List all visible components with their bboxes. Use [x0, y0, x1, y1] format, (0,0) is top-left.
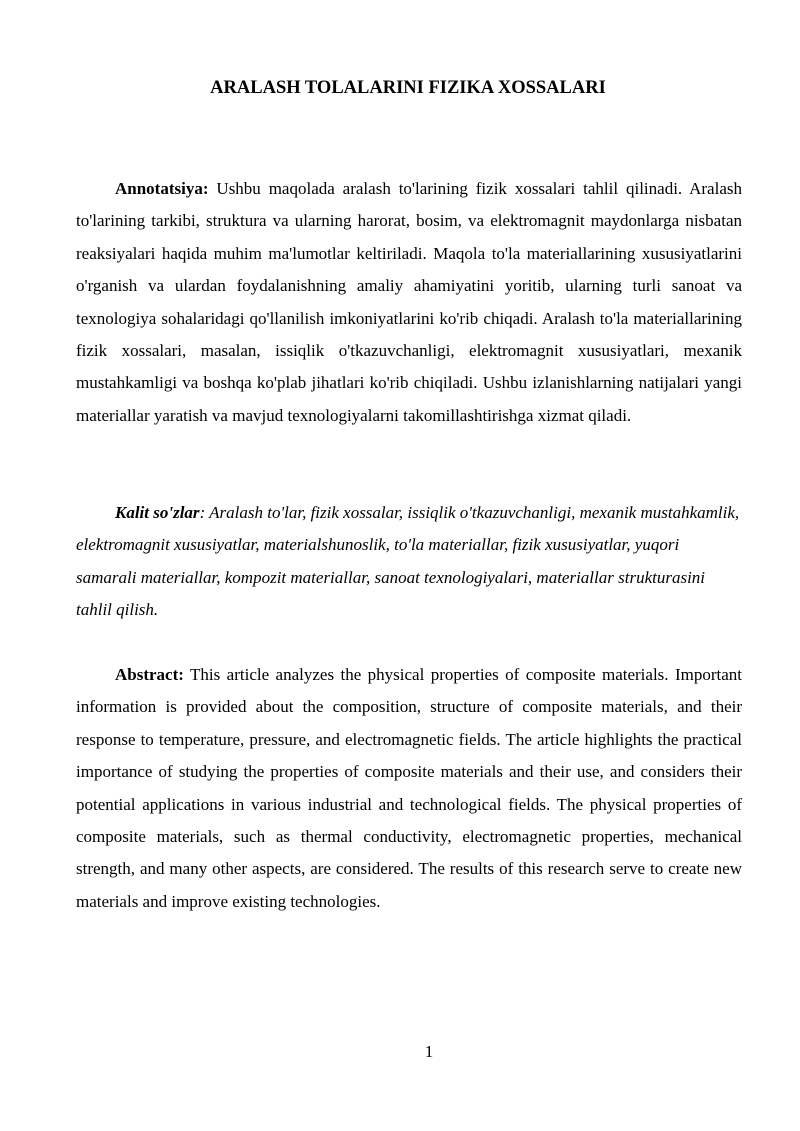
keywords-label: Kalit so'zlar — [115, 503, 200, 522]
annotation-label: Annotatsiya: — [115, 179, 209, 198]
abstract-label: Abstract: — [115, 665, 184, 684]
keywords-text: : Aralash to'lar, fizik xossalar, issiqlik o'tkazuvchanligi, mexanik mustahkamlik, elektromagnit xususiyatlar, materialshunoslik, to'la materiallar, fizik xususiyatlar, yuqori samarali materiallar, kompozit materiallar, sanoat texnologiyalari, materiallar strukturasini tahlil qilish. — [76, 503, 740, 620]
abstract-text: This article analyzes the physical properties of composite materials. Important information is provided about the composition, structure of composite materials, and their response to temperature, pressure, and electromagnetic fields. The article highlights the practical importance of studying the properties of composite materials and their use, and considers their potential applications in various industrial and technological fields. The physical properties of composite materials, such as thermal conductivity, electromagnetic properties, mechanical strength, and many other aspects, are considered. The results of this research serve to create new materials and improve existing technologies. — [76, 665, 742, 911]
page-title: ARALASH TOLALARINI FIZIKA XOSSALARI — [210, 78, 606, 98]
page-number: 1 — [424, 1042, 434, 1061]
keywords-paragraph — [76, 497, 742, 627]
abstract-paragraph — [76, 659, 742, 918]
annotation-text: Ushbu maqolada aralash to'larining fizik xossalari tahlil qilinadi. Aralash to'larining tarkibi, struktura va ularning harorat, bosim, va elektromagnit maydonlarga nisbatan reaksiyalari haqida muhim ma'lumotlar keltiriladi. Maqola to'la materiallarining xususiyatlarini o'rganish va ulardan foydalanishning amaliy ahamiyatini yoritib, ularning turli sanoat va texnologiya sohalaridagi qo'llanilish imkoniyatlarini ko'rib chiqadi. Aralash to'la materiallarining fizik xossalari, masalan, issiqlik o'tkazuvchanligi, elektromagnit xususiyatlari, mexanik mustahkamligi va boshqa ko'plab jihatlari ko'rib chiqiladi. Ushbu izlanishlarning natijalari yangi materiallar yaratish va mavjud texnologiyalarni takomillashtirishga xizmat qiladi. — [76, 179, 742, 425]
annotation-paragraph — [76, 173, 742, 432]
